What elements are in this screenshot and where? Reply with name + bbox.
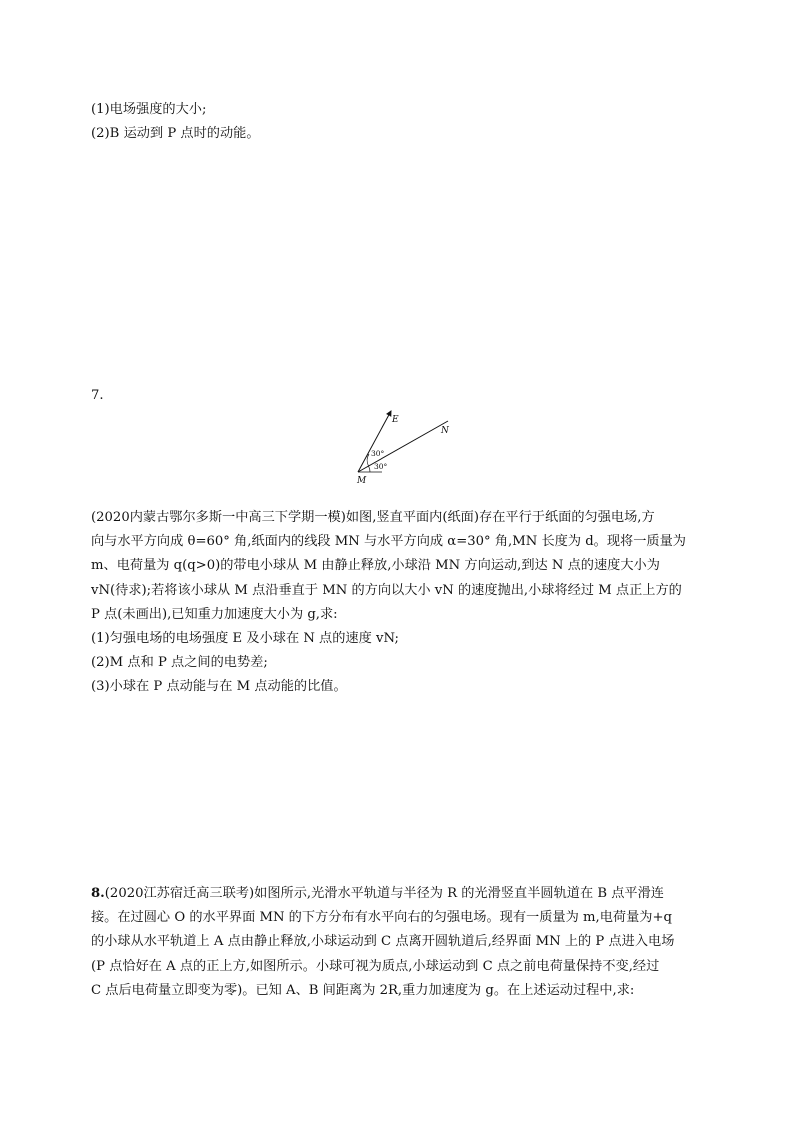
question-7-part-1: (1)匀强电场的电场强度 E 及小球在 N 点的速度 vN;	[91, 631, 399, 647]
angle-arc-upper	[367, 454, 369, 466]
electric-field-diagram	[340, 405, 460, 495]
label-M: M	[357, 476, 367, 486]
question-7-part-3: (3)小球在 P 点动能与在 M 点动能的比值。	[91, 679, 347, 695]
angle-label-lower: 30°	[374, 462, 388, 471]
question-7-part-2: (2)M 点和 P 点之间的电势差;	[91, 655, 268, 671]
question-8-line: C 点后电荷量立即变为零)。已知 A、B 间距离为 2R,重力加速度为 g。在上述运动过程中,求:	[91, 982, 635, 998]
question-7-line: m、电荷量为 q(q>0)的带电小球从 M 由静止释放,小球沿 MN 方向运动,到达 N 点的速度大小为	[91, 558, 660, 574]
label-E: E	[392, 415, 399, 425]
question-8-line: 8.(2020江苏宿迁高三联考)如图所示,光滑水平轨道与半径为 R 的光滑竖直半圆轨道在 B 点平滑连	[91, 886, 664, 901]
question-8-text	[91, 882, 707, 1003]
question-7-line: P 点(未画出),已知重力加速度大小为 g,求:	[91, 606, 338, 622]
question-8-line: 接。在过圆心 O 的水平界面 MN 的下方分布有水平向右的匀强电场。现有一质量为 m,电荷量为+q	[91, 910, 672, 926]
question-7-number: 7.	[91, 388, 104, 403]
question-8-number: 8.	[91, 886, 105, 901]
question-8-line: 的小球从水平轨道上 A 点由静止释放,小球运动到 C 点离开圆轨道后,经界面 MN 上的 P 点进入电场	[91, 934, 675, 950]
question-7-text	[91, 506, 707, 700]
label-N: N	[441, 426, 449, 436]
question-6-part-1: (1)电场强度的大小;	[91, 102, 207, 117]
question-6-part-2: (2)B 运动到 P 点时的动能。	[91, 126, 260, 141]
question-8-line: (P 点恰好在 A 点的正上方,如图所示。小球可视为质点,小球运动到 C 点之前电荷量保持不变,经过	[91, 958, 660, 974]
question-7-line: vN(待求);若将该小球从 M 点沿垂直于 MN 的方向以大小 vN 的速度抛出,小球将经过 M 点正上方的	[91, 582, 682, 598]
question-7-line: 向与水平方向成 θ=60° 角,纸面内的线段 MN 与水平方向成 α=30° 角,MN 长度为 d。现将一质量为	[91, 534, 686, 550]
angle-arc-lower	[369, 466, 371, 472]
question-7-line: (2020内蒙古鄂尔多斯一中高三下学期一模)如图,竖直平面内(纸面)存在平行于纸面的匀强电场,方	[91, 510, 655, 525]
angle-label-upper: 30°	[371, 449, 385, 458]
